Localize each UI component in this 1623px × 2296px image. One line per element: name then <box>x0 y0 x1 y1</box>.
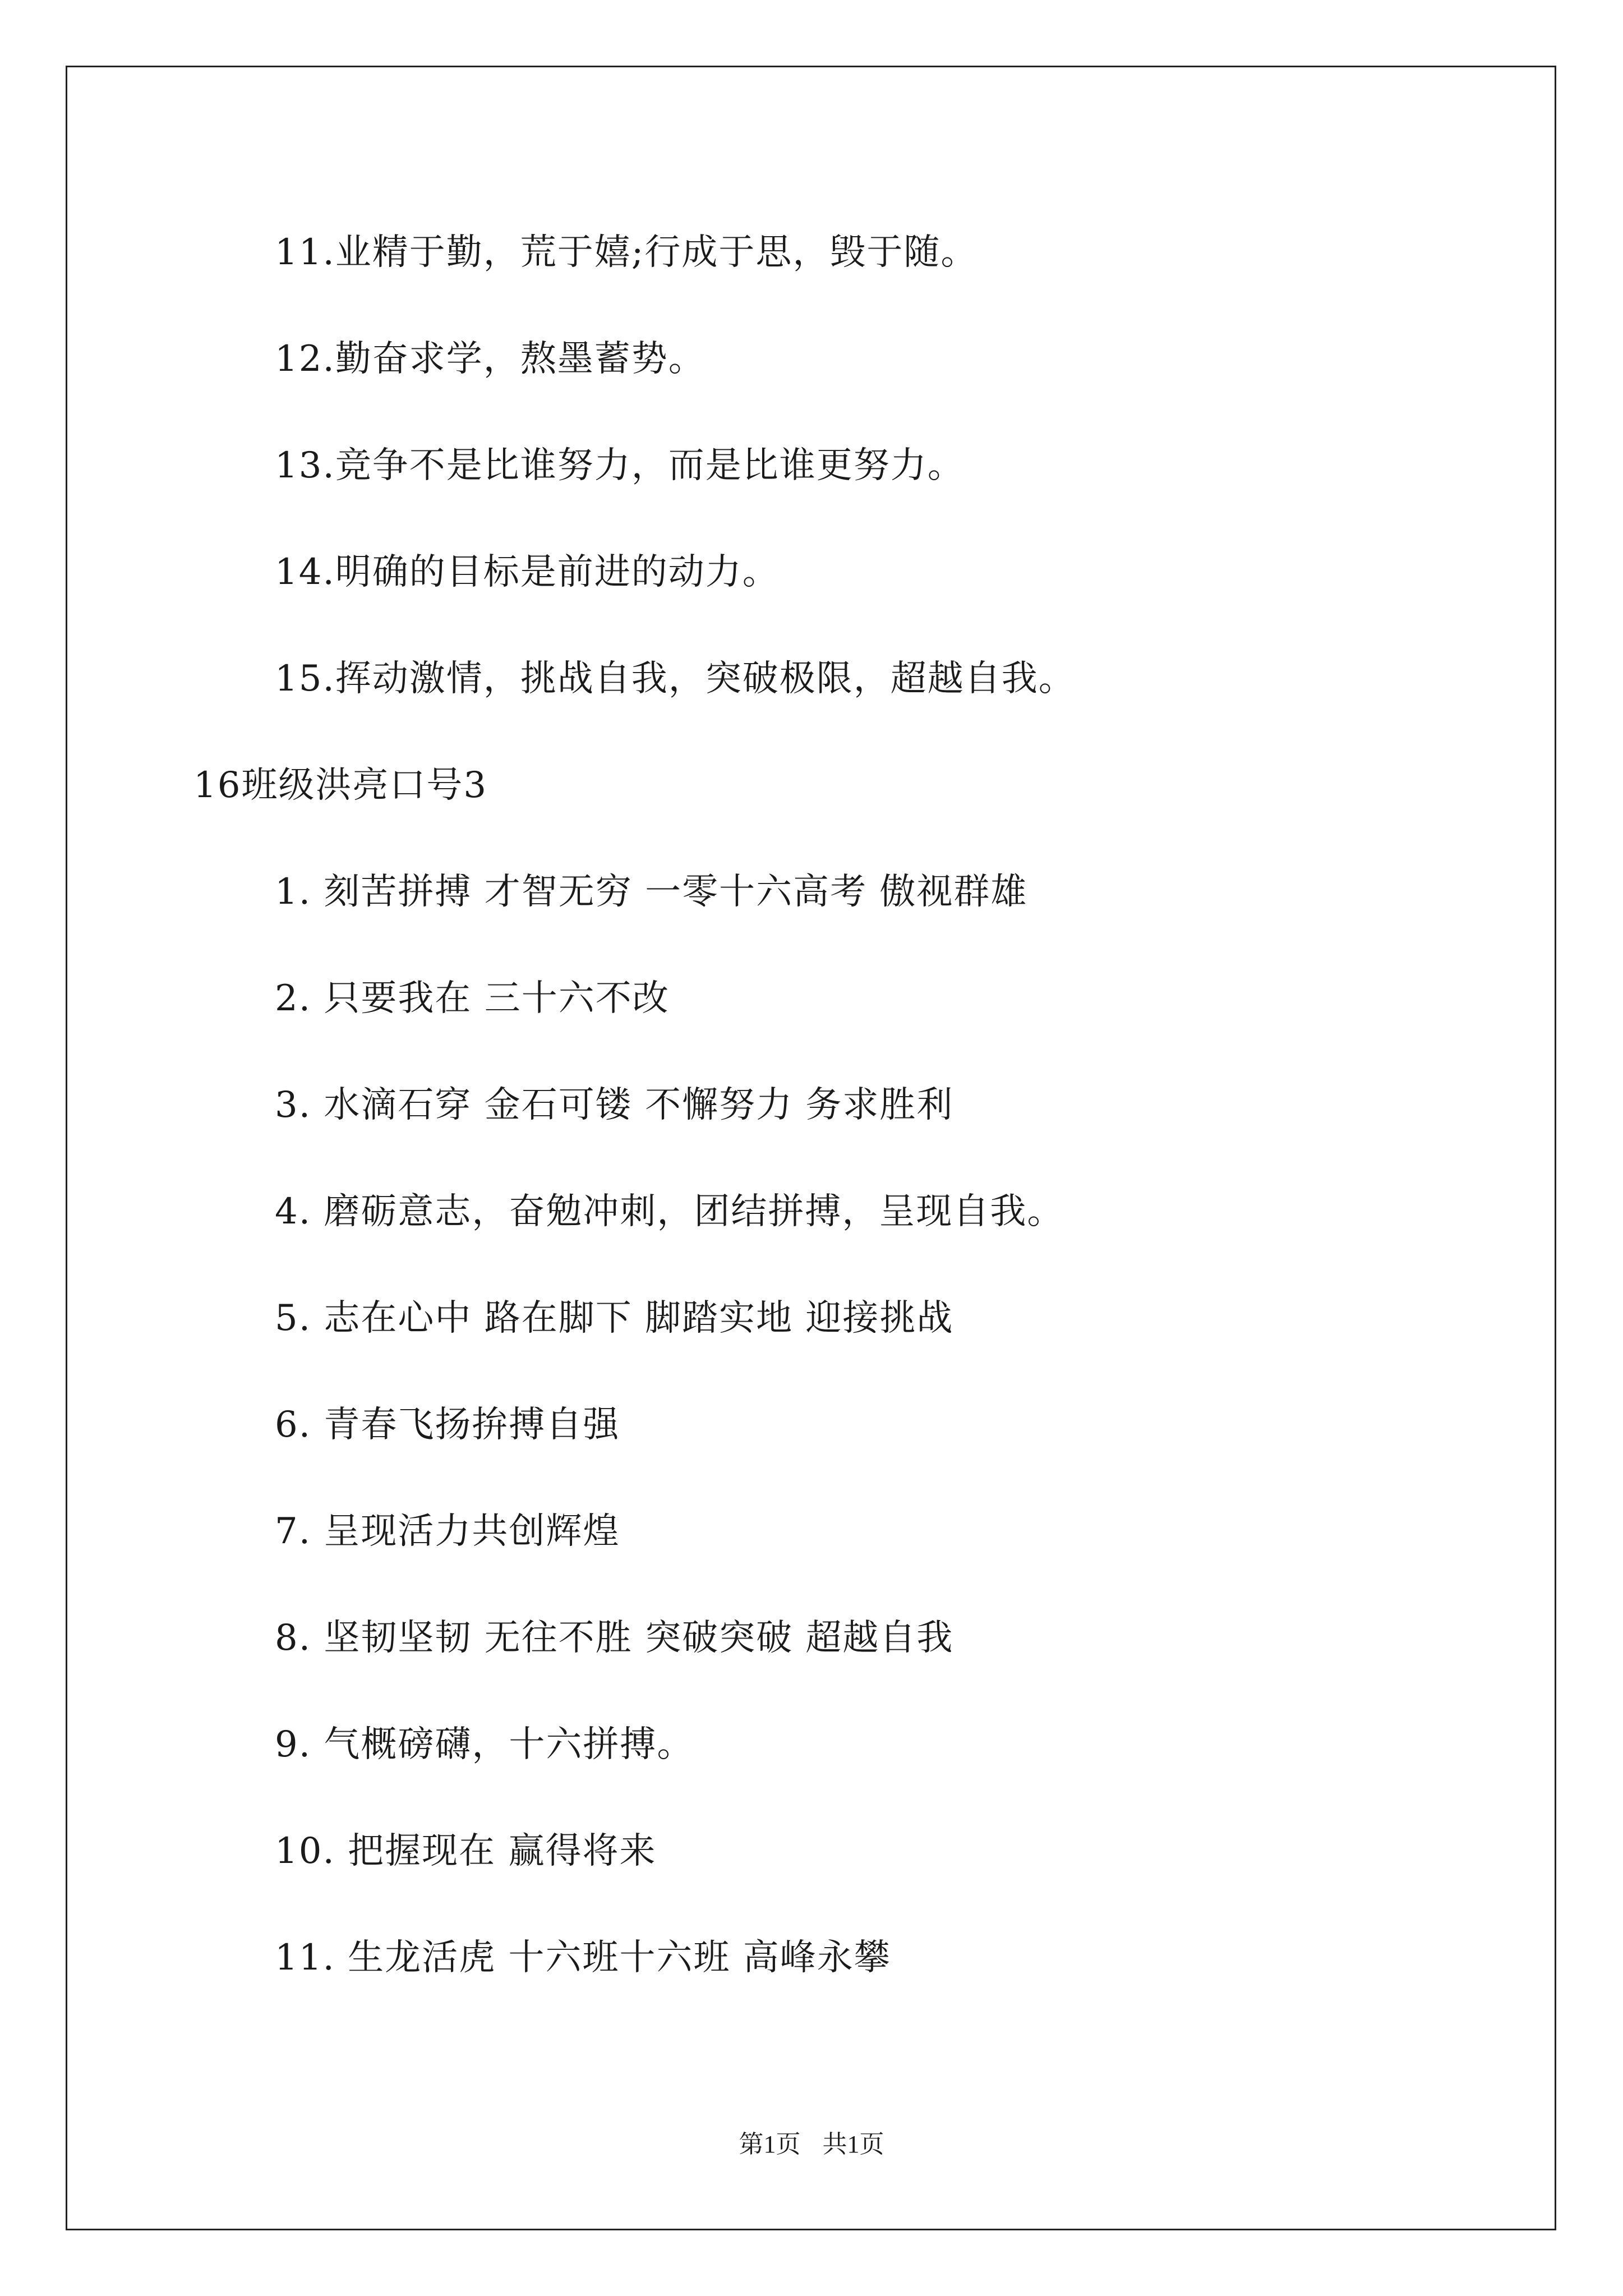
list-item: 14.明确的目标是前进的动力。 <box>275 551 780 593</box>
list-item: 12.勤奋求学，熬墨蓄势。 <box>275 338 706 380</box>
slogan-item: 4. 磨砺意志，奋勉冲刺，团结拼搏，呈现自我。 <box>275 1191 1064 1232</box>
slogan-item: 3. 水滴石穿 金石可镂 不懈努力 务求胜利 <box>275 1084 954 1126</box>
page-footer <box>0 2129 1623 2160</box>
slogan-item: 7. 呈现活力共创辉煌 <box>275 1511 620 1552</box>
slogan-item: 6. 青春飞扬拚搏自强 <box>275 1404 620 1446</box>
slogan-item: 10. 把握现在 赢得将来 <box>275 1830 657 1872</box>
slogan-item: 1. 刻苦拼搏 才智无穷 一零十六高考 傲视群雄 <box>275 871 1028 913</box>
slogan-item: 8. 坚韧坚韧 无往不胜 突破突破 超越自我 <box>275 1617 954 1659</box>
page-total: 共1页 <box>822 2131 884 2158</box>
list-item: 15.挥动激情，挑战自我，突破极限，超越自我。 <box>275 658 1076 700</box>
list-item: 11.业精于勤，荒于嬉;行成于思，毁于随。 <box>275 232 978 273</box>
page-border <box>66 66 1556 2230</box>
slogan-item: 2. 只要我在 三十六不改 <box>275 978 670 1019</box>
page-number: 第1页 <box>739 2131 801 2158</box>
slogan-item: 11. 生龙活虎 十六班十六班 高峰永攀 <box>275 1937 891 1978</box>
section-heading: 16班级洪亮口号3 <box>193 765 488 806</box>
list-item: 13.竞争不是比谁努力，而是比谁更努力。 <box>275 445 965 486</box>
slogan-item: 5. 志在心中 路在脚下 脚踏实地 迎接挑战 <box>275 1297 954 1339</box>
slogan-item: 9. 气概磅礴，十六拼搏。 <box>275 1724 694 1765</box>
